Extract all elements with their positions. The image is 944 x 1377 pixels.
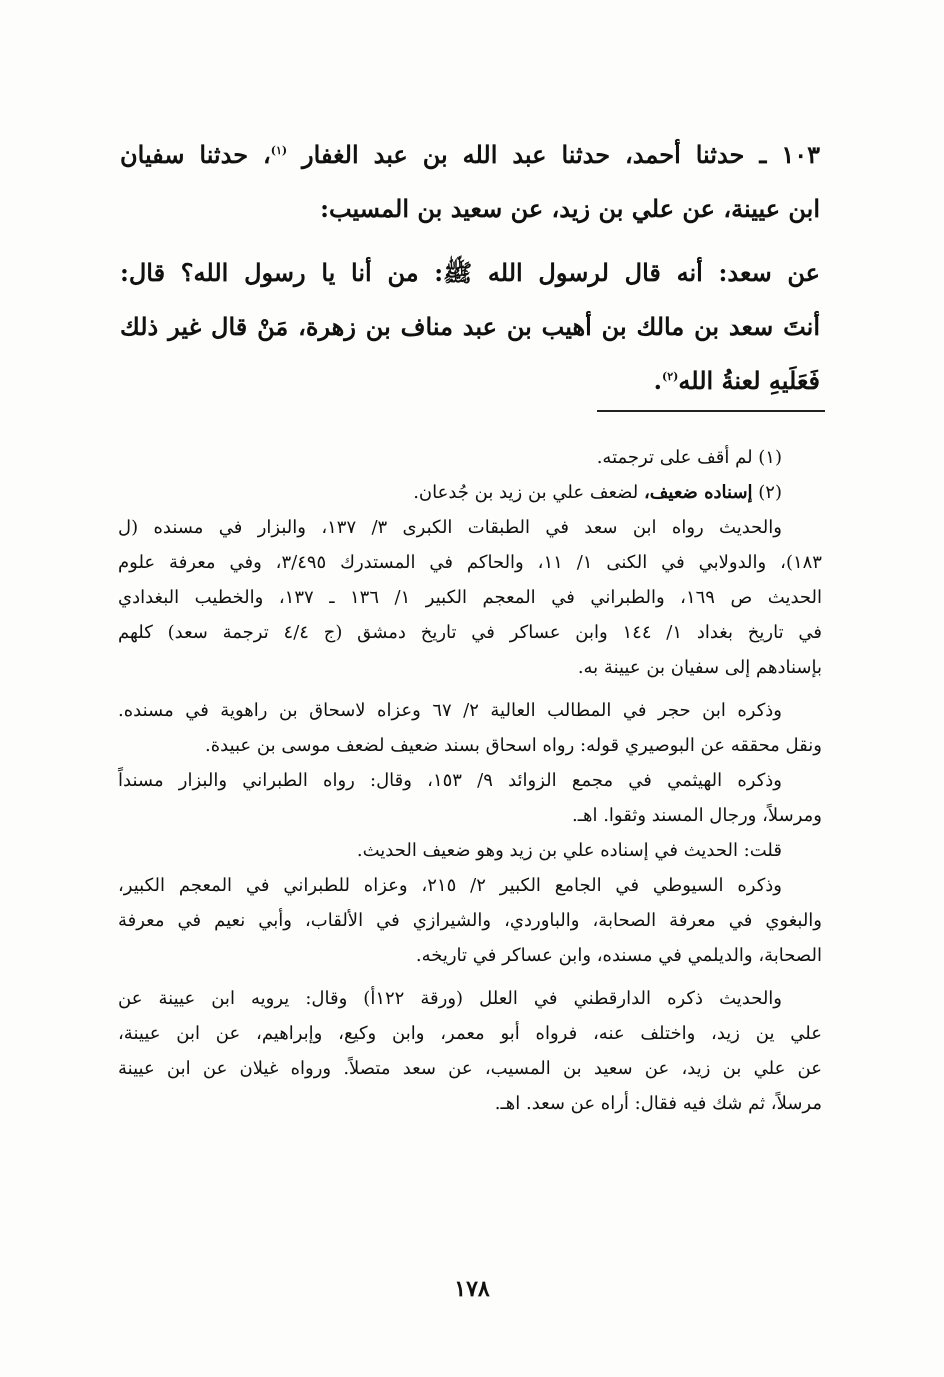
matn-line-3-text: فَعَلَيهِ لعنةُ الله bbox=[678, 366, 820, 395]
footnote-para-haythami bbox=[118, 763, 822, 833]
para1-line-2: ١٨٣)، والدولابي في الكنى ١/ ١١، والحاكم في المستدرك ٣/٤٩٥، وفي معرفة علوم bbox=[118, 552, 822, 573]
footnote-para-daraqutni bbox=[118, 981, 822, 1121]
footnote-para-ibn-hajar bbox=[118, 693, 822, 763]
hadith-text bbox=[120, 128, 820, 408]
para6-line-2: علي ين زيد، واختلف عنه، فرواه أبو معمر، وابن وكيع، وإبراهيم، عن ابن عيينة، bbox=[118, 1023, 822, 1044]
footnote-2-grade: إسناده ضعيف، bbox=[643, 482, 753, 503]
page-number: ١٧٨ bbox=[454, 1276, 490, 1302]
para5-line-2: والبغوي في معرفة الصحابة، والباوردي، والشيرازي في الألقاب، وأبي نعيم في معرفة bbox=[118, 910, 823, 931]
para3-line-1: وذكره الهيثمي في مجمع الزوائد ٩/ ١٥٣، وقال: رواه الطبراني والبزار مسنداً bbox=[118, 770, 782, 791]
footnote-ref-2: (٢) bbox=[662, 370, 679, 383]
matn-line-2: أنتَ سعد بن مالك بن أهيب بن عبد مناف بن زهرة، مَنْ قال غير ذلك bbox=[120, 312, 820, 341]
footnotes bbox=[118, 440, 822, 1121]
hadith-number: ١٠٣ bbox=[781, 140, 820, 169]
hadith-matn bbox=[120, 246, 820, 408]
footnote-2 bbox=[118, 475, 822, 510]
footnote-para-suyuti bbox=[118, 868, 822, 973]
matn-line-1: عن سعد: أنه قال لرسول الله ﷺ: من أنا يا رسول الله؟ قال: bbox=[120, 258, 820, 287]
para6-line-4: مرسلاً، ثم شك فيه فقال: أراه عن سعد. اهـ. bbox=[494, 1093, 822, 1114]
para1-line-3: الحديث ص ١٦٩، والطبراني في المعجم الكبير ١/ ١٣٦ ـ ١٣٧، والخطيب البغدادي bbox=[118, 587, 823, 608]
para2-line-2: ونقل محققه عن البوصيري قوله: رواه اسحاق بسند ضعيف لضعف موسى بن عبيدة. bbox=[204, 735, 822, 756]
para6-line-3: عن علي بن زيد، عن سعيد بن المسيب، عن سعد متصلاً. ورواه غيلان عن ابن عيينة bbox=[118, 1058, 822, 1079]
para4-text: قلت: الحديث في إسناده علي بن زيد وهو ضعيف الحديث. bbox=[356, 840, 782, 861]
footnote-2-text: لضعف علي بن زيد بن جُدعان. bbox=[413, 482, 639, 503]
para1-line-5: بإسنادهم إلى سفيان بن عيينة به. bbox=[577, 657, 822, 678]
footnote-1-text: (١) لم أقف على ترجمته. bbox=[596, 447, 782, 468]
para1-line-4: في تاريخ بغداد ١/ ١٤٤ وابن عساكر في تاريخ دمشق (ج ٤/٤ ترجمة سعد) كلهم bbox=[118, 622, 822, 643]
footnote-2-number: (٢) bbox=[758, 482, 782, 503]
isnad-line-1-text: ـ حدثنا أحمد، حدثنا عبد الله بن عبد الغفار bbox=[302, 140, 767, 169]
para1-line-1: والحديث رواه ابن سعد في الطبقات الكبرى ٣/ ١٣٧، والبزار في مسنده (ل bbox=[118, 517, 782, 538]
para5-line-1: وذكره السيوطي في الجامع الكبير ٢/ ٢١٥، وعزاه للطبراني في المعجم الكبير، bbox=[118, 875, 782, 896]
para2-line-1: وذكره ابن حجر في المطالب العالية ٢/ ٦٧ وعزاه لاسحاق بن راهوية في مسنده. bbox=[118, 700, 782, 721]
matn-line-3 bbox=[120, 354, 820, 408]
footnote-para-qultu bbox=[118, 833, 822, 868]
footnote-ref-1: (١) bbox=[270, 144, 288, 157]
footnote-para-takhrij bbox=[118, 510, 822, 685]
footnote-separator bbox=[597, 410, 825, 412]
matn-line-3-tail: . bbox=[653, 366, 663, 395]
isnad-line-1-tail: ، حدثنا سفيان bbox=[120, 140, 271, 169]
isnad-line-1 bbox=[120, 128, 820, 182]
isnad-line-2: ابن عيينة، عن علي بن زيد، عن سعيد بن المسيب: bbox=[320, 194, 820, 223]
hadith-isnad bbox=[120, 128, 820, 236]
para6-line-1: والحديث ذكره الدارقطني في العلل (ورقة ١٢٢أ) وقال: يرويه ابن عيينة عن bbox=[118, 988, 782, 1009]
para3-line-2: ومرسلاً، ورجال المسند وثقوا. اهـ. bbox=[571, 805, 822, 826]
para5-line-3: الصحابة، والديلمي في مسنده، وابن عساكر في تاريخه. bbox=[415, 945, 822, 966]
footnote-1 bbox=[118, 440, 822, 475]
